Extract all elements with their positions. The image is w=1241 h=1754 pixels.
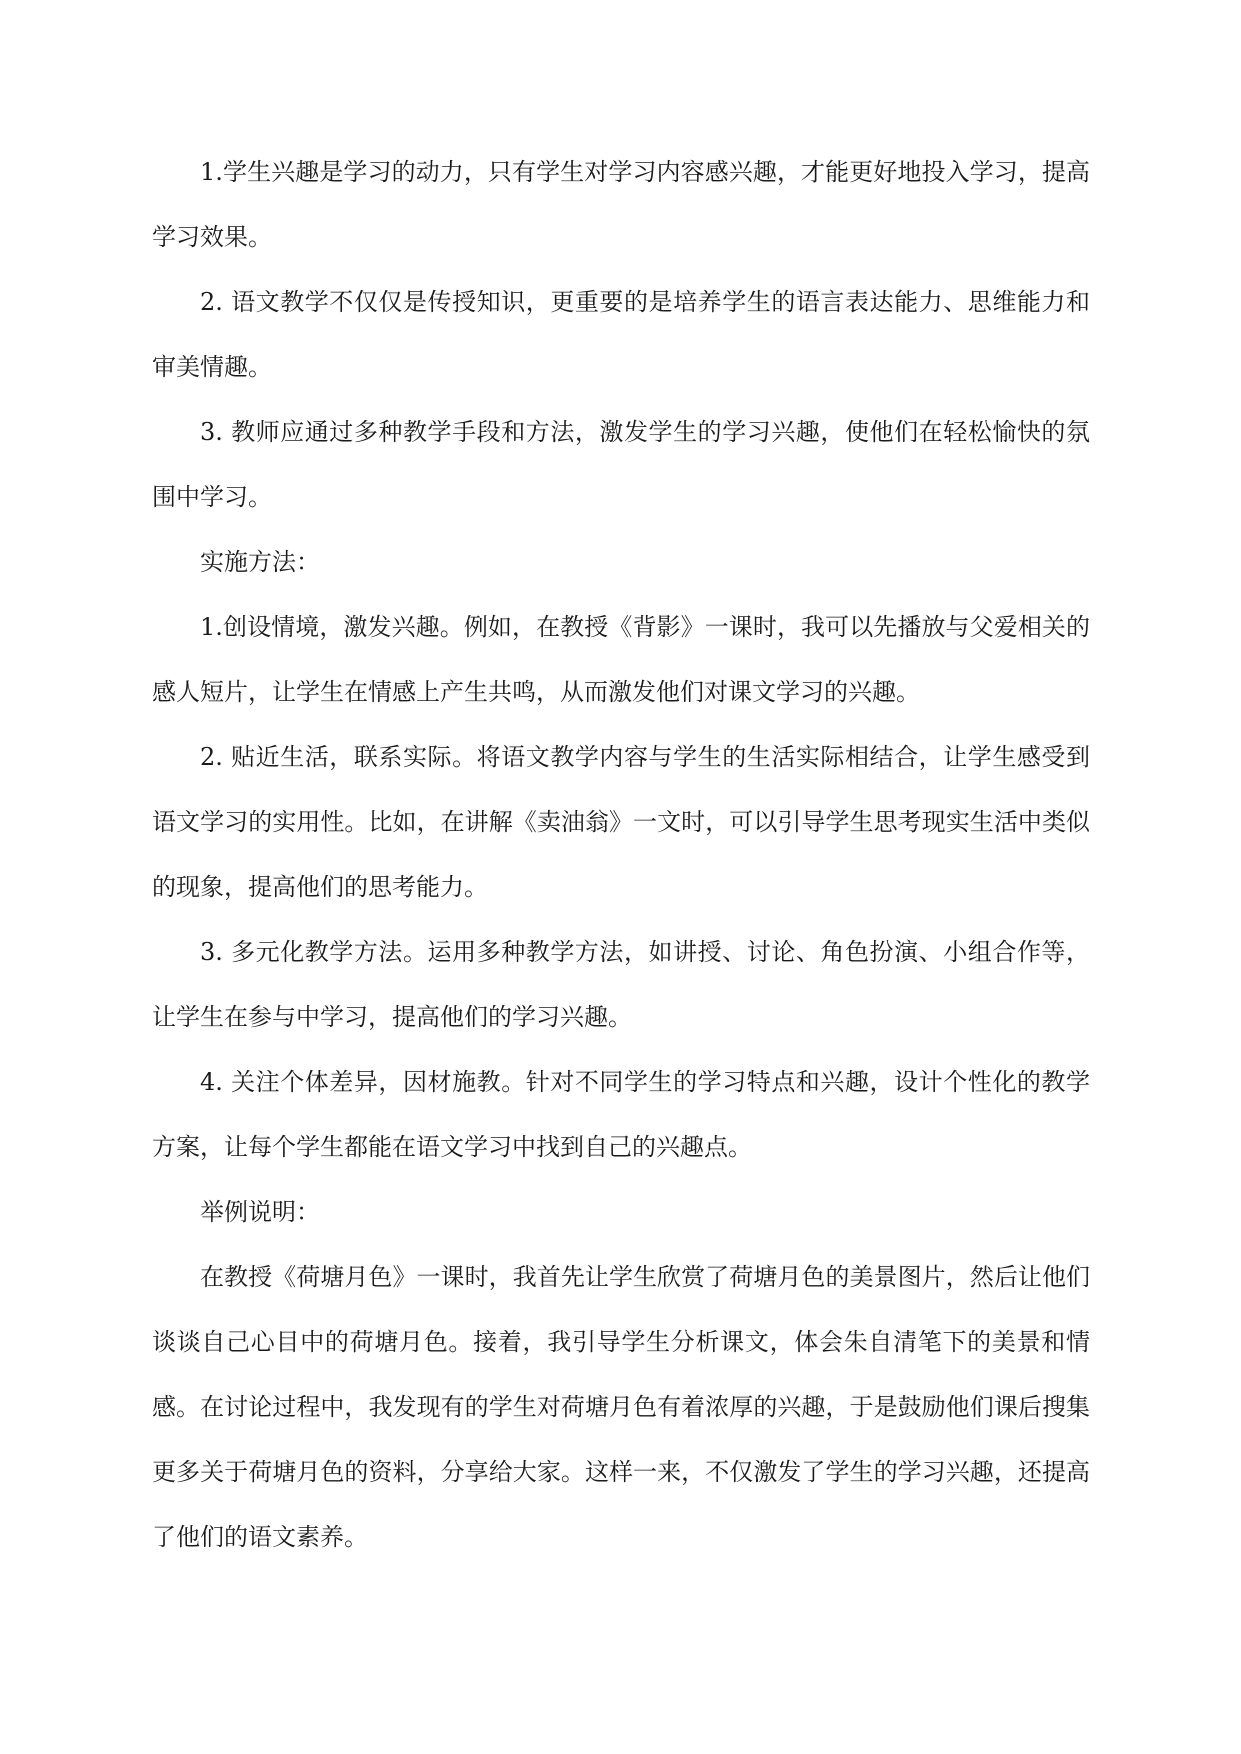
paragraph-method-2: 2. 贴近生活，联系实际。将语文教学内容与学生的生活实际相结合，让学生感受到语文学习的实用性。比如，在讲解《卖油翁》一文时，可以引导学生思考现实生活中类似的现象，提高他们的思考能力。	[152, 743, 1090, 901]
paragraph-method-4: 4. 关注个体差异，因材施教。针对不同学生的学习特点和兴趣，设计个性化的教学方案，让每个学生都能在语文学习中找到自己的兴趣点。	[152, 1068, 1090, 1161]
paragraph-example: 在教授《荷塘月色》一课时，我首先让学生欣赏了荷塘月色的美景图片，然后让他们谈谈自己心目中的荷塘月色。接着，我引导学生分析课文，体会朱自清笔下的美景和情感。在讨论过程中，我发现有的学生对荷塘月色有着浓厚的兴趣，于是鼓励他们课后搜集更多关于荷塘月色的资料，分享给大家。这样一来，不仅激发了学生的学习兴趣，还提高了他们的语文素养。	[152, 1263, 1090, 1551]
paragraph-point-1: 1.学生兴趣是学习的动力，只有学生对学习内容感兴趣，才能更好地投入学习，提高学习效果。	[152, 158, 1090, 251]
heading-methods: 实施方法：	[200, 548, 320, 576]
paragraph-method-3: 3. 多元化教学方法。运用多种教学方法，如讲授、讨论、角色扮演、小组合作等，让学生在参与中学习，提高他们的学习兴趣。	[152, 938, 1090, 1031]
paragraph-point-2: 2. 语文教学不仅仅是传授知识，更重要的是培养学生的语言表达能力、思维能力和审美情趣。	[152, 288, 1090, 381]
paragraph-point-3: 3. 教师应通过多种教学手段和方法，激发学生的学习兴趣，使他们在轻松愉快的氛围中学习。	[152, 418, 1090, 511]
heading-example: 举例说明：	[200, 1198, 320, 1226]
document-body	[152, 140, 1090, 1570]
paragraph-method-1: 1.创设情境，激发兴趣。例如，在教授《背影》一课时，我可以先播放与父爱相关的感人短片，让学生在情感上产生共鸣，从而激发他们对课文学习的兴趣。	[152, 613, 1090, 706]
